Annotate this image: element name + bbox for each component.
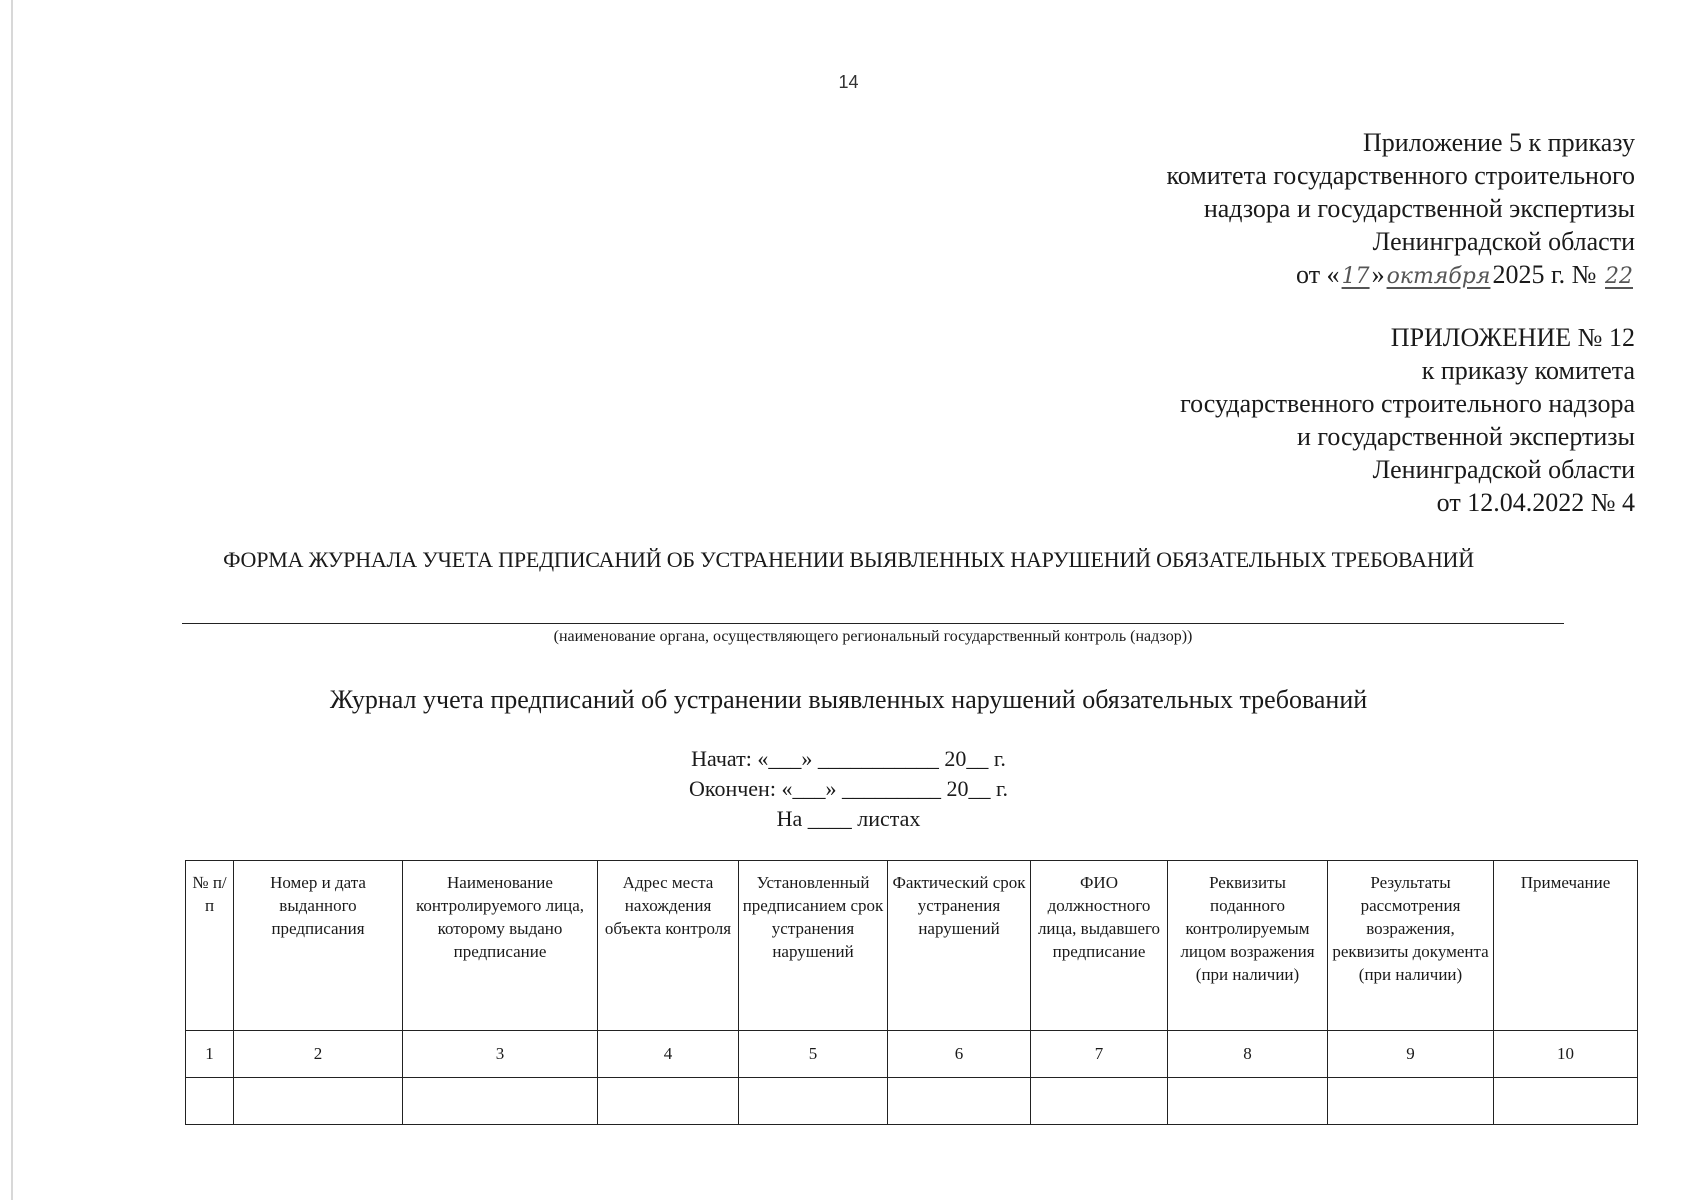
appendix-12-line: ПРИЛОЖЕНИЕ № 12: [1390, 323, 1635, 352]
header-cell: Наименование контролируемого лица, которому выдано предписание: [403, 861, 598, 1031]
empty-cell: [739, 1078, 888, 1125]
number-cell: 3: [403, 1031, 598, 1078]
header-cell: Реквизиты поданного контролируемым лицом возражения (при наличии): [1168, 861, 1328, 1031]
appendix-5-date-line: [1166, 258, 1635, 293]
number-cell: 7: [1031, 1031, 1168, 1078]
appendix-12-line: Ленинградской области: [1372, 455, 1635, 484]
empty-cell: [186, 1078, 234, 1125]
appendix-12-line: от 12.04.2022 № 4: [1436, 488, 1635, 517]
journal-title: Журнал учета предписаний об устранении выявленных нарушений обязательных требований: [329, 685, 1368, 714]
number-cell: 6: [888, 1031, 1031, 1078]
handwritten-day: 17: [1341, 264, 1370, 289]
table-number-row: [186, 1031, 1638, 1078]
date-year: 2025 г. №: [1492, 260, 1597, 289]
organization-caption: (наименование органа, осуществляющего региональный государственный контроль (надзор)): [553, 628, 1193, 645]
empty-cell: [234, 1078, 403, 1125]
empty-cell: [403, 1078, 598, 1125]
header-cell: Адрес места нахождения объекта контроля: [598, 861, 739, 1031]
empty-cell: [888, 1078, 1031, 1125]
appendix-5-line: надзора и государственной экспертизы: [1203, 194, 1635, 223]
sheets-line: На ____ листах: [776, 806, 921, 831]
date-prefix: от «: [1296, 260, 1340, 289]
appendix-5-line: Приложение 5 к приказу: [1362, 128, 1635, 157]
ended-line: Окончен: «___» _________ 20__ г.: [689, 776, 1008, 801]
header-cell: Результаты рассмотрения возражения, реквизиты документа (при наличии): [1328, 861, 1494, 1031]
started-line: Начат: «___» ___________ 20__ г.: [691, 746, 1006, 771]
handwritten-month: октября: [1386, 264, 1491, 289]
header-cell: Примечание: [1494, 861, 1638, 1031]
table-row-empty: [186, 1078, 1638, 1125]
appendix-5-line: комитета государственного строительного: [1166, 161, 1635, 190]
journal-table: [185, 860, 1638, 1125]
date-mid: »: [1371, 260, 1385, 289]
empty-cell: [1168, 1078, 1328, 1125]
form-title: ФОРМА ЖУРНАЛА УЧЕТА ПРЕДПИСАНИЙ ОБ УСТРАНЕНИИ ВЫЯВЛЕННЫХ НАРУШЕНИЙ ОБЯЗАТЕЛЬНЫХ ТРЕБОВАНИЙ: [223, 547, 1474, 572]
number-cell: 8: [1168, 1031, 1328, 1078]
page-edge: [11, 0, 13, 1200]
appendix-12-line: к приказу комитета: [1421, 356, 1635, 385]
empty-cell: [598, 1078, 739, 1125]
number-cell: 1: [186, 1031, 234, 1078]
journal-dates: [0, 744, 1697, 834]
table-header-row: [186, 861, 1638, 1031]
number-cell: 5: [739, 1031, 888, 1078]
header-cell: № п/п: [186, 861, 234, 1031]
empty-cell: [1328, 1078, 1494, 1125]
appendix-5-line: Ленинградской области: [1372, 227, 1635, 256]
handwritten-number: 22: [1605, 264, 1633, 289]
number-cell: 4: [598, 1031, 739, 1078]
header-cell: Номер и дата выданного предписания: [234, 861, 403, 1031]
number-cell: 2: [234, 1031, 403, 1078]
appendix-5-block: [1166, 126, 1635, 293]
number-cell: 10: [1494, 1031, 1638, 1078]
appendix-12-block: [1180, 321, 1635, 519]
header-cell: ФИО должностного лица, выдавшего предписание: [1031, 861, 1168, 1031]
organization-underline: [182, 623, 1564, 624]
page-number: 14: [838, 72, 859, 92]
number-cell: 9: [1328, 1031, 1494, 1078]
appendix-12-line: государственного строительного надзора: [1180, 389, 1635, 418]
header-cell: Фактический срок устранения нарушений: [888, 861, 1031, 1031]
empty-cell: [1494, 1078, 1638, 1125]
header-cell: Установленный предписанием срок устранения нарушений: [739, 861, 888, 1031]
appendix-12-line: и государственной экспертизы: [1296, 422, 1635, 451]
empty-cell: [1031, 1078, 1168, 1125]
